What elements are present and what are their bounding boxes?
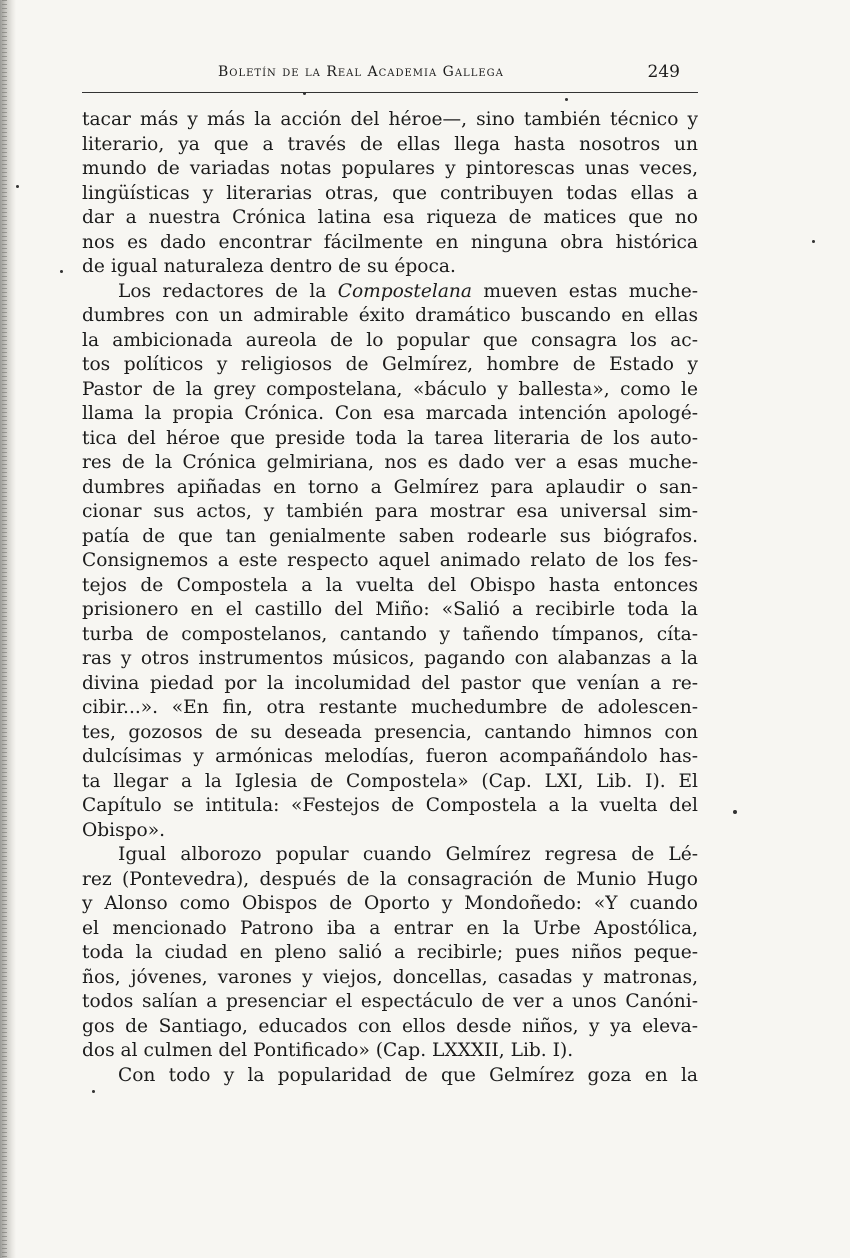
- text-line: tes, gozosos de su deseada presencia, cantando himnos con: [82, 721, 698, 743]
- text-line: dos al culmen del Pontificado» (Cap. LXXXII, Lib. I).: [82, 1040, 574, 1061]
- text-line: turba de compostelanos, cantando y tañendo tímpanos, cíta-: [82, 623, 698, 645]
- text-line: cibir...». «En fin, otra restante muchedumbre de adolescen-: [82, 697, 698, 718]
- text-line: ras y otros instrumentos músicos, pagando con alabanzas a la: [82, 648, 698, 669]
- line-start: Los redactores de la: [118, 280, 327, 302]
- text-line: ños, jóvenes, varones y viejos, doncellas, casadas y matronas,: [82, 966, 698, 988]
- body-text: [82, 108, 698, 1088]
- text-line: Capítulo se intitula: «Festejos de Compostela a la vuelta del: [82, 795, 698, 816]
- line-end: mueven estas muche-: [483, 280, 698, 302]
- scan-speck: [812, 240, 815, 243]
- text-line: de igual naturaleza dentro de su época.: [82, 256, 456, 277]
- text-line: tos políticos y religiosos de Gelmírez, hombre de Estado y: [82, 354, 698, 375]
- text-line: todos salían a presenciar el espectáculo de ver a unos Canóni-: [82, 991, 698, 1012]
- page-header: [82, 60, 698, 93]
- running-title: Boletín de la Real Academia Gallega: [218, 64, 504, 80]
- scan-speck: [92, 1090, 95, 1093]
- scan-speck: [16, 185, 19, 188]
- text-line: cionar sus actos, y también para mostrar esa universal sim-: [82, 501, 698, 522]
- text-line: rez (Pontevedra), después de la consagración de Munio Hugo: [82, 868, 698, 890]
- text-line: ta llegar a la Iglesia de Compostela» (Cap. LXI, Lib. I). El: [82, 770, 698, 792]
- page-number: 249: [647, 62, 680, 82]
- text-line: literario, ya que a través de ellas llega hasta nosotros un: [82, 133, 698, 155]
- text-line-with-italic: [82, 280, 698, 305]
- text-line: Consignemos a este respecto aquel animado relato de los fes-: [82, 550, 698, 571]
- text-line: prisionero en el castillo del Miño: «Salió a recibirle toda la: [82, 599, 698, 620]
- scanned-book-spine-edge: [0, 0, 16, 1258]
- spine-texture: [2, 0, 7, 1258]
- book-title-compostelana: Compostelana: [337, 280, 472, 302]
- text-line: dar a nuestra Crónica latina esa riqueza de matices que no: [82, 207, 698, 228]
- text-line: divina piedad por la incolumidad del pastor que venían a re-: [82, 672, 698, 694]
- text-line: res de la Crónica gelmiriana, nos es dado ver a esas muche-: [82, 452, 698, 473]
- text-line: gos de Santiago, educados con ellos desde niños, y ya eleva-: [82, 1015, 698, 1037]
- text-line: llama la propia Crónica. Con esa marcada intención apologé-: [82, 403, 698, 424]
- text-line: Pastor de la grey compostelana, «báculo y ballesta», como le: [82, 378, 698, 400]
- scan-speck: [60, 270, 63, 273]
- text-line: dulcísimas y armónicas melodías, fueron acompañándolo has-: [82, 746, 698, 767]
- scan-speck: [565, 98, 568, 101]
- text-line: nos es dado encontrar fácilmente en ninguna obra histórica: [82, 231, 698, 253]
- text-line: toda la ciudad en pleno salió a recibirle; pues niños peque-: [82, 942, 698, 963]
- text-line: el mencionado Patrono iba a entrar en la Urbe Apostólica,: [82, 917, 698, 939]
- text-line: Con todo y la popularidad de que Gelmírez goza en la: [118, 1064, 698, 1086]
- text-line: lingüísticas y literarias otras, que contribuyen todas ellas a: [82, 182, 698, 204]
- text-line: tacar más y más la acción del héroe—, sino también técnico y: [82, 109, 698, 130]
- text-line: dumbres apiñadas en torno a Gelmírez para aplaudir o san-: [82, 476, 698, 498]
- scan-speck: [303, 92, 306, 95]
- text-line: Igual alborozo popular cuando Gelmírez regresa de Lé-: [118, 844, 698, 865]
- text-line: Obispo».: [82, 819, 166, 841]
- scan-speck: [733, 810, 737, 814]
- text-line: y Alonso como Obispos de Oporto y Mondoñedo: «Y cuando: [82, 893, 698, 914]
- text-line: dumbres con un admirable éxito dramático buscando en ellas: [82, 305, 698, 326]
- text-line: la ambicionada aureola de lo popular que consagra los ac-: [82, 329, 698, 351]
- text-line: mundo de variadas notas populares y pintorescas unas veces,: [82, 158, 698, 179]
- text-line: patía de que tan genialmente saben rodearle sus biógrafos.: [82, 525, 698, 547]
- text-line: tejos de Compostela a la vuelta del Obispo hasta entonces: [82, 574, 698, 596]
- text-line: tica del héroe que preside toda la tarea literaria de los auto-: [82, 427, 698, 449]
